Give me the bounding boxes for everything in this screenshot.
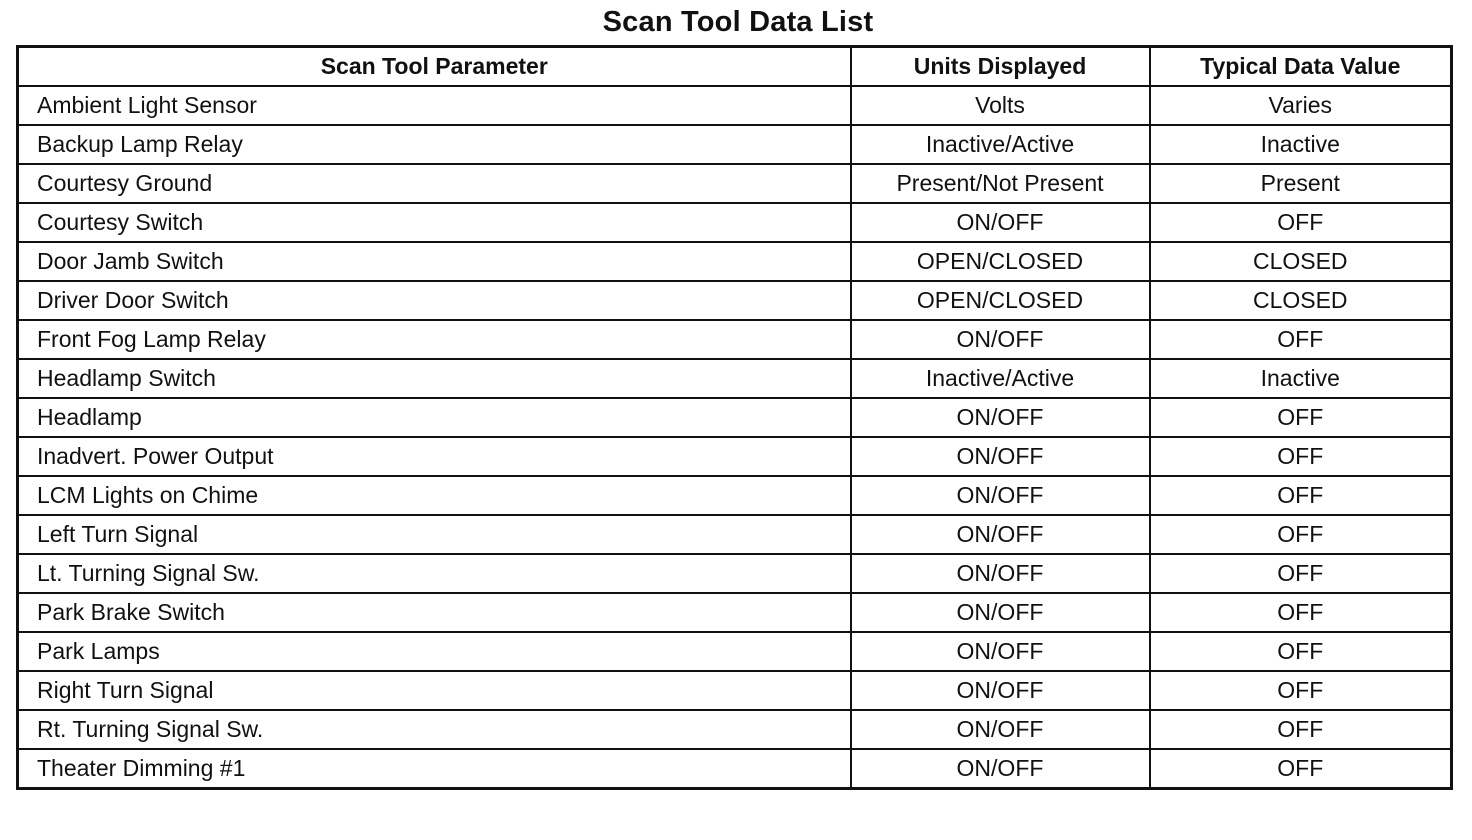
parameter-cell: Headlamp — [18, 398, 851, 437]
typical-value-cell: OFF — [1150, 398, 1452, 437]
header-units-displayed: Units Displayed — [851, 47, 1150, 87]
table-row — [18, 398, 1452, 437]
typical-value-cell: OFF — [1150, 554, 1452, 593]
units-cell: ON/OFF — [851, 710, 1150, 749]
typical-value-cell: OFF — [1150, 437, 1452, 476]
units-cell: ON/OFF — [851, 437, 1150, 476]
units-cell: OPEN/CLOSED — [851, 242, 1150, 281]
typical-value-cell: Varies — [1150, 86, 1452, 125]
table-row — [18, 164, 1452, 203]
table-row — [18, 281, 1452, 320]
table-row — [18, 320, 1452, 359]
parameter-cell: LCM Lights on Chime — [18, 476, 851, 515]
header-row — [18, 47, 1452, 87]
typical-value-cell: OFF — [1150, 476, 1452, 515]
parameter-cell: Courtesy Switch — [18, 203, 851, 242]
table-row — [18, 593, 1452, 632]
table-row — [18, 125, 1452, 164]
units-cell: Volts — [851, 86, 1150, 125]
header-scan-tool-parameter: Scan Tool Parameter — [18, 47, 851, 87]
scan-tool-data-table — [16, 45, 1453, 790]
typical-value-cell: Present — [1150, 164, 1452, 203]
table-title: Scan Tool Data List — [602, 6, 874, 38]
header-typical-data-value: Typical Data Value — [1150, 47, 1452, 87]
table-row — [18, 710, 1452, 749]
parameter-cell: Lt. Turning Signal Sw. — [18, 554, 851, 593]
table-row — [18, 515, 1452, 554]
units-cell: ON/OFF — [851, 632, 1150, 671]
table-row — [18, 554, 1452, 593]
table-row — [18, 86, 1452, 125]
parameter-cell: Courtesy Ground — [18, 164, 851, 203]
table-body — [18, 86, 1452, 789]
table-row — [18, 437, 1452, 476]
parameter-cell: Driver Door Switch — [18, 281, 851, 320]
units-cell: ON/OFF — [851, 476, 1150, 515]
table-row — [18, 632, 1452, 671]
typical-value-cell: OFF — [1150, 203, 1452, 242]
parameter-cell: Left Turn Signal — [18, 515, 851, 554]
parameter-cell: Headlamp Switch — [18, 359, 851, 398]
parameter-cell: Rt. Turning Signal Sw. — [18, 710, 851, 749]
parameter-cell: Front Fog Lamp Relay — [18, 320, 851, 359]
units-cell: OPEN/CLOSED — [851, 281, 1150, 320]
table-row — [18, 203, 1452, 242]
typical-value-cell: CLOSED — [1150, 242, 1452, 281]
typical-value-cell: OFF — [1150, 710, 1452, 749]
parameter-cell: Inadvert. Power Output — [18, 437, 851, 476]
typical-value-cell: Inactive — [1150, 125, 1452, 164]
parameter-cell: Park Lamps — [18, 632, 851, 671]
typical-value-cell: OFF — [1150, 515, 1452, 554]
units-cell: ON/OFF — [851, 593, 1150, 632]
units-cell: ON/OFF — [851, 203, 1150, 242]
units-cell: Inactive/Active — [851, 125, 1150, 164]
typical-value-cell: OFF — [1150, 749, 1452, 789]
typical-value-cell: CLOSED — [1150, 281, 1452, 320]
table-row — [18, 671, 1452, 710]
table-row — [18, 749, 1452, 789]
table-row — [18, 359, 1452, 398]
parameter-cell: Door Jamb Switch — [18, 242, 851, 281]
units-cell: ON/OFF — [851, 749, 1150, 789]
typical-value-cell: OFF — [1150, 593, 1452, 632]
units-cell: Present/Not Present — [851, 164, 1150, 203]
units-cell: Inactive/Active — [851, 359, 1150, 398]
typical-value-cell: OFF — [1150, 320, 1452, 359]
typical-value-cell: Inactive — [1150, 359, 1452, 398]
units-cell: ON/OFF — [851, 320, 1150, 359]
typical-value-cell: OFF — [1150, 632, 1452, 671]
table-row — [18, 242, 1452, 281]
parameter-cell: Right Turn Signal — [18, 671, 851, 710]
units-cell: ON/OFF — [851, 515, 1150, 554]
units-cell: ON/OFF — [851, 398, 1150, 437]
units-cell: ON/OFF — [851, 671, 1150, 710]
parameter-cell: Ambient Light Sensor — [18, 86, 851, 125]
parameter-cell: Theater Dimming #1 — [18, 749, 851, 789]
typical-value-cell: OFF — [1150, 671, 1452, 710]
parameter-cell: Park Brake Switch — [18, 593, 851, 632]
parameter-cell: Backup Lamp Relay — [18, 125, 851, 164]
table-row — [18, 476, 1452, 515]
units-cell: ON/OFF — [851, 554, 1150, 593]
